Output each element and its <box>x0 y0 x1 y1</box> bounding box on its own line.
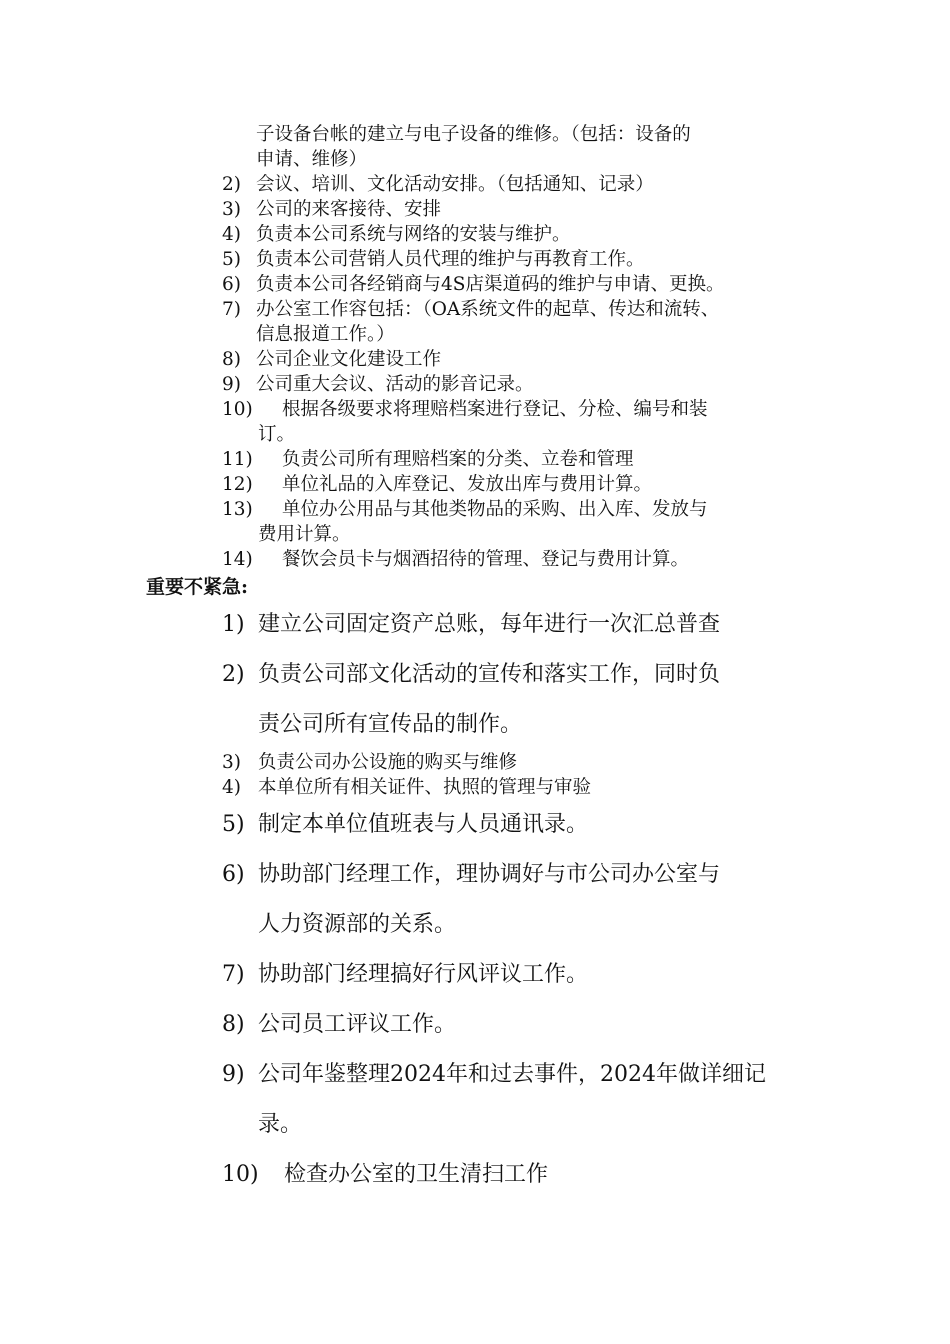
list-item-number: 3) <box>222 752 241 773</box>
list-item-continued-line: 申请、维修） <box>256 149 368 170</box>
task-list-1 <box>222 122 832 572</box>
list-item-text: 建立公司固定资产总账，每年进行一次汇总普查 <box>258 612 721 637</box>
list-item <box>222 372 832 397</box>
list-item <box>222 850 822 900</box>
list-item-text: 公司重大会议、活动的影音记录。 <box>256 374 534 395</box>
list-item <box>222 1000 822 1050</box>
list-item <box>222 197 832 222</box>
list-item-text: 检查办公室的卫生清扫工作 <box>284 1162 549 1187</box>
list-item <box>222 950 822 1000</box>
list-item-continued-line: 费用计算。 <box>258 524 351 545</box>
list-item-text: 会议、培训、文化活动安排。（包括通知、记录） <box>256 174 654 195</box>
list-item-number: 7) <box>222 299 241 320</box>
list-item-continued-line: 信息报道工作。） <box>256 324 395 345</box>
list-item-text: 公司的来客接待、安排 <box>256 199 442 220</box>
list-item-number: 11) <box>222 449 253 470</box>
list-item <box>222 600 822 650</box>
list-item-number: 3) <box>222 199 241 220</box>
list-item-number: 8) <box>222 349 241 370</box>
list-item-number: 14) <box>222 549 253 570</box>
list-item <box>222 247 832 272</box>
list-item-text: 协助部门经理搞好行风评议工作。 <box>258 962 589 987</box>
list-item <box>222 472 832 497</box>
list-item-text: 单位办公用品与其他类物品的采购、出入库、发放与 <box>282 499 708 520</box>
list-item <box>222 447 832 472</box>
list-item-continued-line: 录。 <box>258 1112 303 1137</box>
list-item-text: 负责本公司系统与网络的安装与维护。 <box>256 224 571 245</box>
list-item-text: 本单位所有相关证件、执照的管理与审验 <box>258 777 592 798</box>
list-item-text: 办公室工作容包括：（OA系统文件的起草、传达和流转、 <box>256 299 720 320</box>
section-heading: 重要不紧急: <box>146 576 249 598</box>
list-item-number: 5) <box>222 249 241 270</box>
list-item-text: 负责本公司营销人员代理的维护与再教育工作。 <box>256 249 645 270</box>
list-item <box>222 547 832 572</box>
list-item-text: 公司企业文化建设工作 <box>256 349 442 370</box>
list-item <box>222 775 822 800</box>
list-item <box>222 172 832 197</box>
list-item <box>222 397 832 422</box>
list-item-text: 根据各级要求将理赔档案进行登记、分检、编号和装 <box>282 399 708 420</box>
list-item-number: 8) <box>222 1012 245 1037</box>
list-item <box>222 297 832 322</box>
list-item-number: 4) <box>222 224 241 245</box>
list-item <box>222 497 832 522</box>
list-item-number: 7) <box>222 962 245 987</box>
list-item <box>222 650 822 700</box>
list-item-number: 2) <box>222 174 241 195</box>
list-item <box>222 347 832 372</box>
list-item-continued-line: 子设备台帐的建立与电子设备的维修。（包括：设备的 <box>256 124 691 145</box>
list-item-text: 制定本单位值班表与人员通讯录。 <box>258 812 589 837</box>
list-item-number: 10) <box>222 1162 259 1187</box>
list-item-continued-line: 订。 <box>258 424 296 445</box>
list-item-number: 2) <box>222 662 245 687</box>
list-item-number: 6) <box>222 274 241 295</box>
list-item-continued-line: 责公司所有宣传品的制作。 <box>258 712 523 737</box>
list-item-text: 负责本公司各经销商与4S店渠道码的维护与申请、更换。 <box>256 274 725 295</box>
list-item <box>222 750 822 775</box>
list-item-text: 公司员工评议工作。 <box>258 1012 457 1037</box>
list-item-text: 负责公司所有理赔档案的分类、立卷和管理 <box>282 449 634 470</box>
list-item-number: 9) <box>222 374 241 395</box>
list-item-text: 负责公司部文化活动的宣传和落实工作，同时负 <box>258 662 721 687</box>
list-item <box>222 1150 822 1200</box>
list-item-text: 负责公司办公设施的购买与维修 <box>258 752 518 773</box>
list-item-number: 5) <box>222 812 245 837</box>
list-item <box>222 222 832 247</box>
list-item-number: 9) <box>222 1062 245 1087</box>
list-item <box>222 1050 822 1100</box>
list-item-continued-line: 人力资源部的关系。 <box>258 912 457 937</box>
list-item-number: 12) <box>222 474 253 495</box>
list-item-text: 协助部门经理工作，理协调好与市公司办公室与 <box>258 862 721 887</box>
list-item-number: 13) <box>222 499 253 520</box>
list-item-number: 6) <box>222 862 245 887</box>
list-item-number: 1) <box>222 612 245 637</box>
list-item-number: 10) <box>222 399 253 420</box>
list-item <box>222 272 832 297</box>
list-item-text: 餐饮会员卡与烟酒招待的管理、登记与费用计算。 <box>282 549 690 570</box>
task-list-2 <box>222 600 822 1200</box>
list-item-text: 公司年鉴整理2024年和过去事件，2024年做详细记 <box>258 1062 766 1087</box>
list-item-number: 4) <box>222 777 241 798</box>
list-item <box>222 800 822 850</box>
list-item-text: 单位礼品的入库登记、发放出库与费用计算。 <box>282 474 653 495</box>
